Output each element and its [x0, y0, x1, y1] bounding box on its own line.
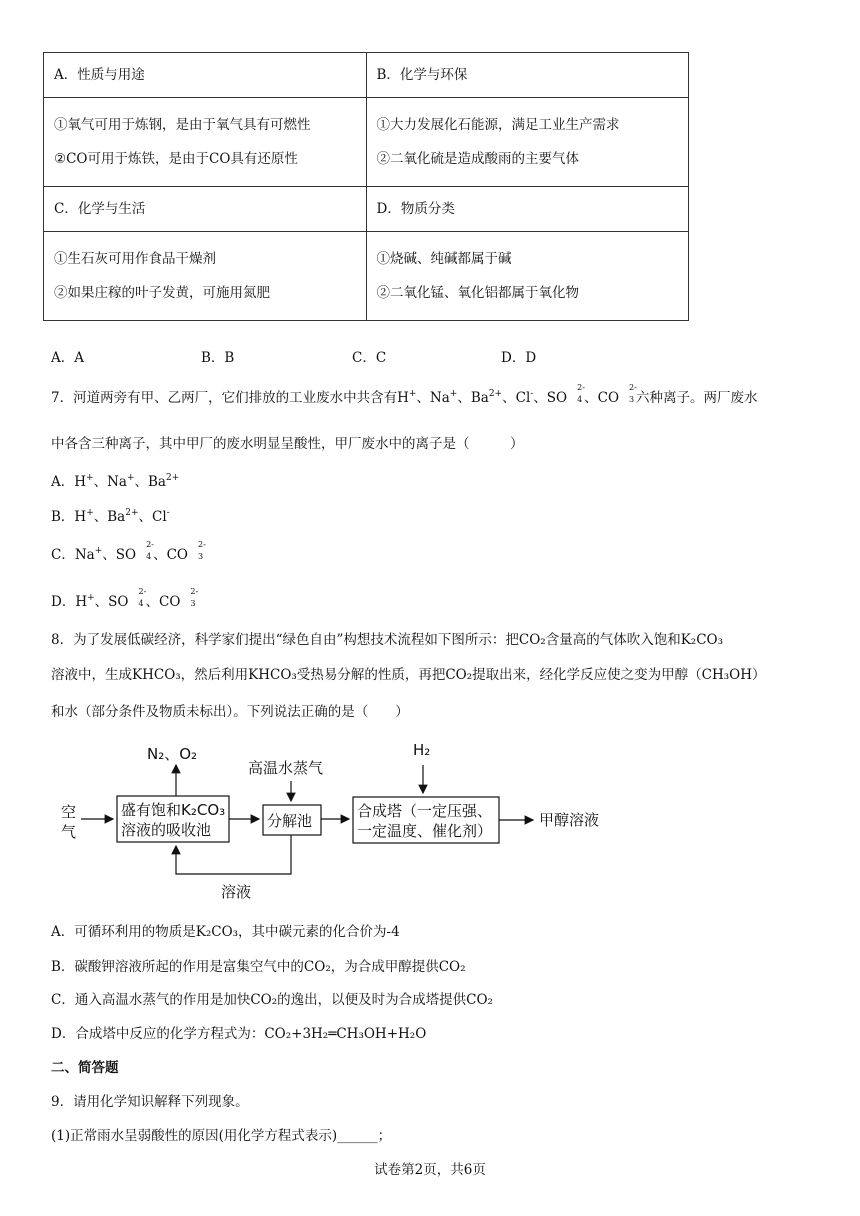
- q7-stem-line-1: 7．河道两旁有甲、乙两厂，它们排放的工业废水中共含有H+、Na+、$Ba^{2+}$、Cl-、SO 2- 4 、CO 2- 3 六种离子。两厂废水: [51, 383, 758, 406]
- cell-a-item-2: ②CO可用于炼铁，是由于CO具有还原性: [54, 151, 298, 167]
- cell-d-body: [366, 232, 689, 321]
- cell-b-item-1: ①大力发展化石能源，满足工业生产需求: [376, 117, 620, 133]
- q6-choice-c[interactable]: C．C: [352, 350, 387, 366]
- q6-choice-d[interactable]: D．D: [501, 350, 537, 366]
- steam-label: 高温水蒸气: [248, 759, 324, 777]
- cell-b-head: B．化学与环保: [366, 53, 689, 98]
- q6-answer-choices: [51, 346, 651, 366]
- cell-d-item-1: ①烧碱、纯碱都属于碱: [376, 251, 512, 267]
- air-label-2: 气: [61, 823, 77, 841]
- cell-c-item-2: ②如果庄稼的叶子发黄，可施用氮肥: [54, 285, 270, 301]
- arrow-solution-return: [176, 835, 291, 874]
- synthesis-label-2: 一定温度、催化剂）: [357, 822, 493, 840]
- methanol-label: 甲醇溶液: [539, 811, 600, 829]
- cell-c-item-1: ①生石灰可用作食品干燥剂: [54, 251, 216, 267]
- cell-c-head: C．化学与生活: [44, 187, 367, 232]
- q8-stem-line-3: 和水（部分条件及物质未标出）。下列说法正确的是（ ）: [51, 704, 409, 720]
- cell-a-body: [44, 98, 367, 187]
- q8-option-b[interactable]: B．碳酸钾溶液所起的作用是富集空气中的CO₂，为合成甲醇提供CO₂: [51, 959, 466, 975]
- cell-a-head: A．性质与用途: [44, 53, 367, 98]
- q9-stem: 9．请用化学知识解释下列现象。: [51, 1094, 249, 1110]
- options-table: [43, 52, 689, 321]
- cell-d-item-2: ②二氧化锰、氧化铝都属于氧化物: [376, 285, 579, 301]
- q7-stem-line-2: 中各含三种离子，其中甲厂的废水明显呈酸性，甲厂废水中的离子是（ ）: [51, 436, 524, 452]
- q6-choice-a[interactable]: A．A: [51, 350, 84, 366]
- q9-part-1: (1)正常雨水呈弱酸性的原因(用化学方程式表示)______；: [51, 1128, 392, 1144]
- q8-stem-line-1: 8．为了发展低碳经济，科学家们提出“绿色自由”构想技术流程如下图所示：把CO₂含量高的气体吹入饱和K₂CO₃: [51, 632, 724, 648]
- q7-option-c[interactable]: C．Na+、SO 2- 4 、CO 2- 3: [51, 540, 206, 563]
- q7-option-a[interactable]: A．H+、Na+、$Ba^{2+}$: [51, 473, 180, 490]
- q8-stem-line-2: 溶液中，生成KHCO₃，然后利用KHCO₃受热易分解的性质，再把CO₂提取出来，经化学反应使之变为甲醇（CH₃OH）: [51, 667, 766, 683]
- n2-o2-label: N₂、O₂: [147, 745, 198, 763]
- cell-b-body: [366, 98, 689, 187]
- synthesis-label-1: 合成塔（一定压强、: [357, 802, 493, 820]
- q8-option-a[interactable]: A．可循环利用的物质是K₂CO₃，其中碳元素的化合价为-4: [51, 924, 400, 940]
- q7-option-d[interactable]: D．H+、SO 2- 4 、CO 2- 3: [51, 587, 199, 610]
- page-footer: 试卷第2页，共6页: [374, 1162, 486, 1178]
- section-title: 二、简答题: [51, 1060, 119, 1076]
- solution-label: 溶液: [221, 883, 252, 901]
- h2-label: H₂: [413, 741, 431, 759]
- process-flow-diagram: [55, 735, 615, 905]
- cell-d-head: D．物质分类: [366, 187, 689, 232]
- decomposition-label: 分解池: [267, 812, 313, 830]
- absorption-label-2: 溶液的吸收池: [121, 821, 212, 839]
- cell-a-item-1: ①氧气可用于炼钢，是由于氧气具有可燃性: [54, 117, 311, 133]
- cell-b-item-2: ②二氧化硫是造成酸雨的主要气体: [376, 151, 579, 167]
- q7-option-b[interactable]: B．H+、$Ba^{2+}$、Cl-: [51, 508, 170, 525]
- q6-choice-b[interactable]: B．B: [201, 350, 235, 366]
- q8-option-c[interactable]: C．通入高温水蒸气的作用是加快CO₂的逸出，以便及时为合成塔提供CO₂: [51, 992, 493, 1008]
- air-label-1: 空: [61, 803, 77, 821]
- absorption-label-1: 盛有饱和K₂CO₃: [121, 801, 226, 819]
- cell-c-body: [44, 232, 367, 321]
- q8-option-d[interactable]: D．合成塔中反应的化学方程式为：CO₂+3H₂═CH₃OH+H₂O: [51, 1026, 427, 1042]
